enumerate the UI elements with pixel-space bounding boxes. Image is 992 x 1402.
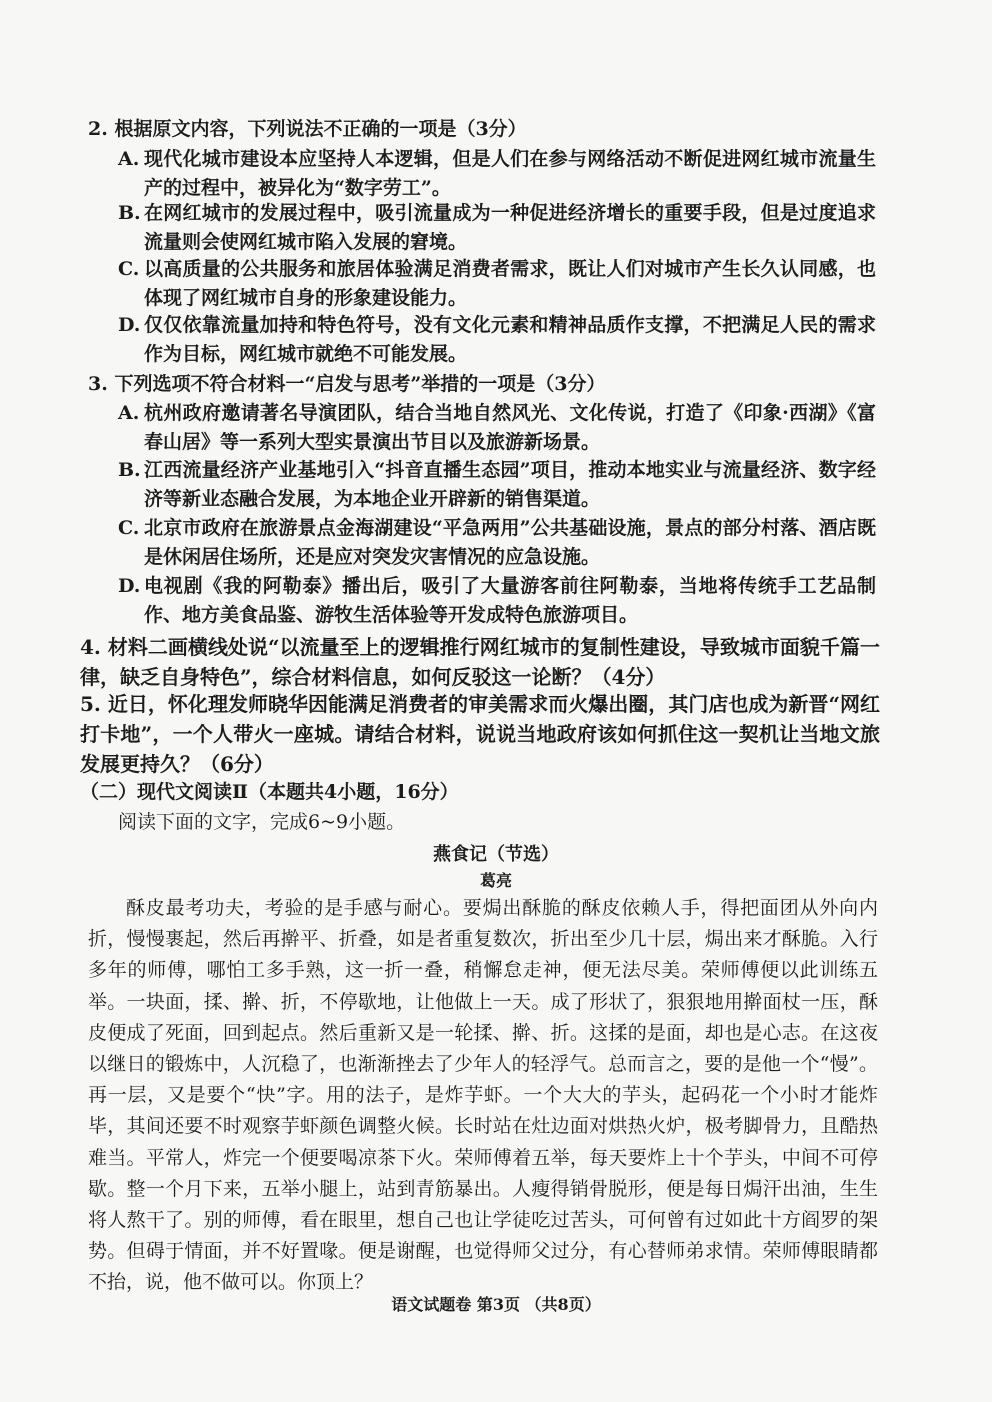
page-footer: 语文试题卷 第3页 （共8页） <box>391 1295 601 1314</box>
option-text: 现代化城市建设本应坚持人本逻辑，但是人们在参与网络活动不断促进网红城市流量生产的过程中，被异化为“数字劳工”。 <box>144 148 876 199</box>
article-author: 葛亮 <box>479 871 512 890</box>
article-body: 酥皮最考功夫，考验的是手感与耐心。要焗出酥脆的酥皮依赖人手，得把面团从外向内折，慢慢裹起，然后再擀平、折叠，如是者重复数次，折出至少几十层，焗出来才酥脆。入行多年的师傅，哪怕工多手熟，这一折一叠，稍懈怠走神，便无法尽美。荣师傅便以此训练五举。一块面，揉、擀、折，不停歇地，让他做上一天。成了形状了，狠狠地用擀面杖一压，酥皮便成了死面，回到起点。然后重新又是一轮揉、擀、折。这揉的是面，却也是心志。在这夜以继日的锻炼中，人沉稳了，也渐渐挫去了少年人的轻浮气。总而言之，要的是他一个“慢”。再一层，又是要个“快”字。用的法子，是炸芋虾。一个大大的芋头，起码花一个小时才能炸毕，其间还要不时观察芋虾颜色调整火候。长时站在灶边面对烘热火炉，极考脚骨力，且酷热难当。平常人，炸完一个便要喝凉茶下火。荣师傅着五举，每天要炸上十个芋头，中间不可停歇。整一个月下来，五举小腿上，站到青筋暴出。人瘦得销骨脱形，便是每日焗汗出油，生生将人熬干了。别的师傅，看在眼里，想自己也让学徒吃过苦头，可何曾有过如此十方阎罗的架势。但碍于情面，并不好置喙。便是谢醒，也觉得师父过分，有心替师弟求情。荣师傅眼睛都不抬，说，他不做可以。你顶上？ <box>88 897 878 1294</box>
question-2-option-a <box>118 145 876 203</box>
reading-instruction: 阅读下面的文字，完成6~9小题。 <box>118 811 406 833</box>
question-2-stem: 2. 根据原文内容，下列说法不正确的一项是（3分） <box>88 118 527 140</box>
option-letter: C. <box>118 517 140 539</box>
option-letter: B. <box>118 202 141 224</box>
question-3-option-a <box>118 399 876 457</box>
option-text: 以高质量的公共服务和旅居体验满足消费者需求，既让人们对城市产生长久认同感，也体现了网红城市自身的形象建设能力。 <box>144 258 876 309</box>
question-3-option-d <box>118 572 876 630</box>
option-letter: A. <box>118 402 140 424</box>
article-title: 燕食记（节选） <box>433 844 559 865</box>
question-2-option-d <box>118 311 876 369</box>
option-letter: D. <box>118 575 141 597</box>
option-text: 在网红城市的发展过程中，吸引流量成为一种促进经济增长的重要手段，但是过度追求流量则会使网红城市陷入发展的窘境。 <box>144 202 876 253</box>
option-letter: B. <box>118 459 141 481</box>
option-letter: C. <box>118 258 140 280</box>
option-text: 江西流量经济产业基地引入“抖音直播生态园”项目，推动本地实业与流量经济、数字经济等新业态融合发展，为本地企业开辟新的销售渠道。 <box>144 459 876 510</box>
option-text: 杭州政府邀请著名导演团队，结合当地自然风光、文化传说，打造了《印象·西湖》《富春山居》等一系列大型实景演出节目以及旅游新场景。 <box>144 402 876 453</box>
option-text: 仅仅依靠流量加持和特色符号，没有文化元素和精神品质作支撑，不把满足人民的需求作为目标，网红城市就绝不可能发展。 <box>144 314 876 365</box>
question-4: 4. 材料二画横线处说“以流量至上的逻辑推行网红城市的复制性建设，导致城市面貌千篇一律，缺乏自身特色”，综合材料信息，如何反驳这一论断？（4分） <box>80 635 880 689</box>
option-text: 电视剧《我的阿勒泰》播出后，吸引了大量游客前往阿勒泰，当地将传统手工艺品制作、地方美食品鉴、游牧生活体验等开发成特色旅游项目。 <box>144 575 876 626</box>
question-3-option-b <box>118 456 876 514</box>
question-5: 5. 近日，怀化理发师晓华因能满足消费者的审美需求而火爆出圈，其门店也成为新晋“网红打卡地”，一个人带火一座城。请结合材料，说说当地政府该如何抓住这一契机让当地文旅发展更持久？（6分） <box>80 692 880 776</box>
question-3-option-c <box>118 514 876 572</box>
question-2-option-c <box>118 255 876 313</box>
question-3-stem: 3. 下列选项不符合材料一“启发与思考”举措的一项是（3分） <box>88 373 606 395</box>
section-heading: （二）现代文阅读Ⅱ（本题共4小题，16分） <box>80 781 459 803</box>
option-letter: D. <box>118 314 141 336</box>
question-2-option-b <box>118 199 876 257</box>
option-letter: A. <box>118 148 140 170</box>
option-text: 北京市政府在旅游景点金海湖建设“平急两用”公共基础设施，景点的部分村落、酒店既是休闲居住场所，还是应对突发灾害情况的应急设施。 <box>144 517 876 568</box>
